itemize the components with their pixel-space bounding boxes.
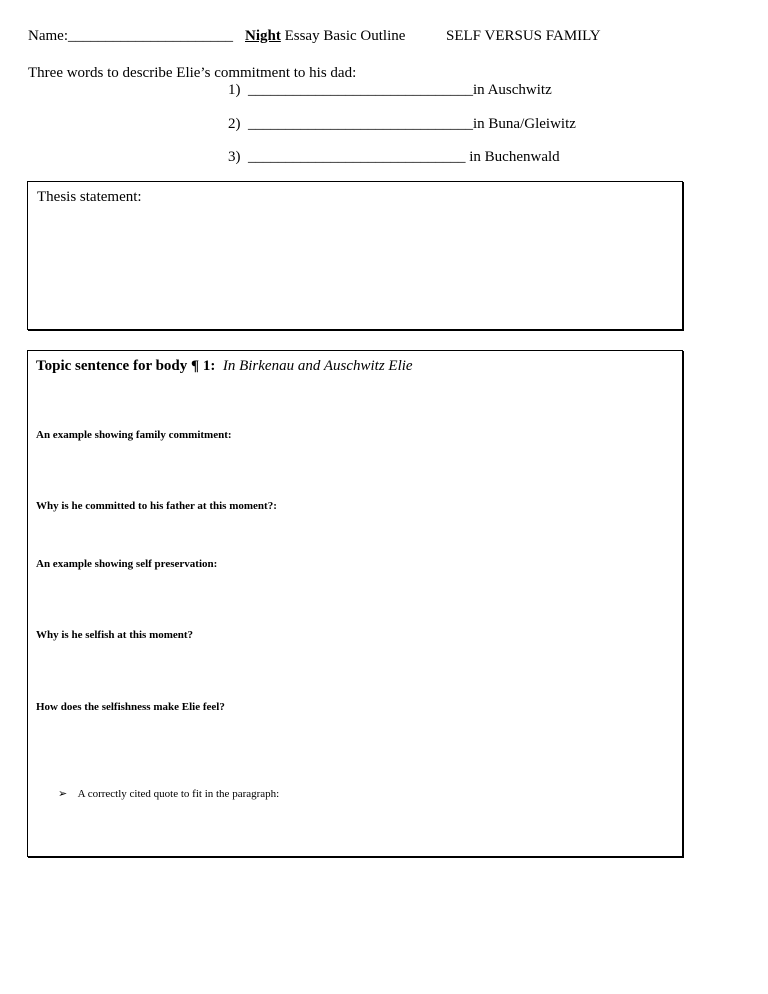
answer-blank: ______________________________ — [248, 82, 473, 98]
name-field-label: Name:______________________ — [28, 28, 233, 44]
thesis-label: Thesis statement: — [37, 189, 142, 205]
item-place: in Buchenwald — [465, 149, 560, 165]
outline-title: Essay Basic Outline — [280, 28, 406, 44]
book-title: Night — [245, 28, 281, 44]
item-number: 3) — [228, 149, 241, 165]
thesis-box[interactable] — [27, 181, 683, 330]
answer-blank: _____________________________ — [248, 149, 466, 165]
commitment-item — [228, 115, 576, 133]
theme-heading: SELF VERSUS FAMILY — [446, 28, 601, 44]
body-paragraph-box[interactable] — [27, 350, 683, 857]
topic-sentence-starter: In Birkenau and Auschwitz Elie — [222, 358, 413, 374]
item-number: 1) — [228, 82, 241, 98]
prompt-commitment-reason: Why is he committed to his father at this moment?: — [36, 500, 277, 512]
quote-bullet-item — [58, 787, 279, 801]
prompt-selfish-reason: Why is he selfish at this moment? — [36, 629, 194, 641]
prompt-selfish-feeling: How does the selfishness make Elie feel? — [36, 701, 225, 713]
prompt-self-example: An example showing self preservation: — [36, 558, 218, 570]
item-number: 2) — [228, 116, 241, 132]
worksheet-title — [245, 27, 405, 45]
commitment-prompt: Three words to describe Elie’s commitment to his dad: — [28, 65, 357, 81]
commitment-item — [228, 148, 560, 166]
answer-blank: ______________________________ — [248, 116, 473, 132]
arrow-bullet-icon: ➢ — [58, 788, 68, 800]
commitment-item — [228, 81, 552, 99]
quote-prompt: A correctly cited quote to fit in the paragraph: — [77, 788, 280, 800]
prompt-family-example: An example showing family commitment: — [36, 429, 232, 441]
topic-sentence-label: Topic sentence for body ¶ 1: — [36, 358, 216, 374]
topic-sentence-line — [36, 357, 413, 375]
item-place: in Auschwitz — [473, 82, 552, 98]
item-place: in Buna/Gleiwitz — [473, 116, 576, 132]
